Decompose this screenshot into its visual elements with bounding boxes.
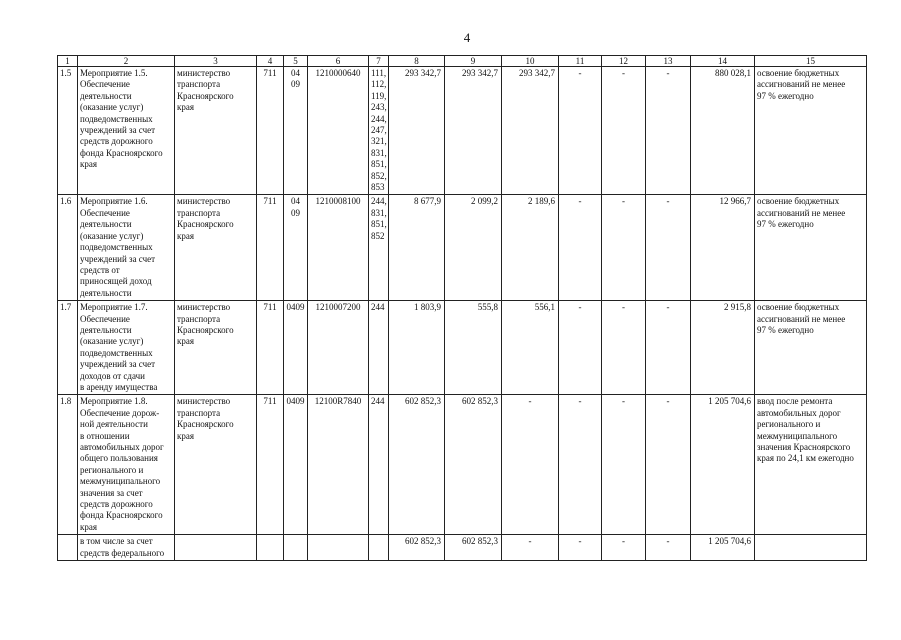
row-number: 1.6 — [58, 195, 78, 301]
page-number: 4 — [463, 30, 471, 45]
amount-col-9: 2 099,2 — [445, 195, 502, 301]
event-name: Мероприятие 1.8. Обеспечение дорож- ной деятельности в отношении автомобильных дорог общего пользования регионального и межмуниципального значения за счет средств дорожного фонда Красноярского края — [78, 395, 175, 535]
expected-result: освоение бюджетных ассигнований не менее 97 % ежегодно — [755, 301, 867, 395]
expected-result — [755, 535, 867, 561]
amount-col-12: - — [602, 535, 646, 561]
event-name: Мероприятие 1.5. Обеспечение деятельности (оказание услуг) подведомственных учреждений за счет средств дорожного фонда Красноярского края — [78, 67, 175, 195]
ministry-name: министерство транспорта Красноярского края — [175, 195, 257, 301]
expected-result: освоение бюджетных ассигнований не менее 97 % ежегодно — [755, 67, 867, 195]
column-header: 10 — [502, 56, 559, 67]
ministry-name: министерство транспорта Красноярского края — [175, 395, 257, 535]
amount-col-8: 8 677,9 — [389, 195, 445, 301]
ministry-name — [175, 535, 257, 561]
column-header: 5 — [284, 56, 308, 67]
amount-col-13: - — [646, 535, 691, 561]
amount-col-11: - — [559, 195, 602, 301]
column-header: 3 — [175, 56, 257, 67]
column-header: 2 — [78, 56, 175, 67]
amount-col-11: - — [559, 395, 602, 535]
column-header: 11 — [559, 56, 602, 67]
vr-codes: 111, 112, 119, 243, 244, 247, 321, 831, 851, 852, 853 — [369, 67, 389, 195]
amount-col-11: - — [559, 67, 602, 195]
column-header: 14 — [691, 56, 755, 67]
grbs-code: 711 — [257, 67, 284, 195]
amount-col-10: 556,1 — [502, 301, 559, 395]
amount-col-9: 293 342,7 — [445, 67, 502, 195]
rzpr-code: 0409 — [284, 395, 308, 535]
event-name: Мероприятие 1.7. Обеспечение деятельности (оказание услуг) подведомственных учреждений за счет доходов от сдачи в аренду имущества — [78, 301, 175, 395]
amount-total: 1 205 704,6 — [691, 395, 755, 535]
amount-col-10: - — [502, 395, 559, 535]
amount-total: 880 028,1 — [691, 67, 755, 195]
table-row — [58, 67, 867, 195]
amount-total: 12 966,7 — [691, 195, 755, 301]
amount-col-13: - — [646, 395, 691, 535]
column-header: 15 — [755, 56, 867, 67]
grbs-code: 711 — [257, 395, 284, 535]
amount-col-8: 602 852,3 — [389, 395, 445, 535]
row-number: 1.8 — [58, 395, 78, 535]
program-table — [57, 55, 867, 561]
grbs-code: 711 — [257, 195, 284, 301]
vr-codes: 244 — [369, 395, 389, 535]
column-header: 1 — [58, 56, 78, 67]
rzpr-code: 04 09 — [284, 67, 308, 195]
amount-total: 2 915,8 — [691, 301, 755, 395]
column-header: 4 — [257, 56, 284, 67]
amount-col-13: - — [646, 195, 691, 301]
event-name: в том числе за счет средств федерального — [78, 535, 175, 561]
amount-col-11: - — [559, 535, 602, 561]
amount-col-9: 555,8 — [445, 301, 502, 395]
vr-codes: 244 — [369, 301, 389, 395]
rzpr-code: 0409 — [284, 301, 308, 395]
amount-col-10: 293 342,7 — [502, 67, 559, 195]
vr-codes: 244, 831, 851, 852 — [369, 195, 389, 301]
header-row — [58, 56, 867, 67]
event-name: Мероприятие 1.6. Обеспечение деятельности (оказание услуг) подведомственных учреждений за счет средств от приносящей доход деятельности — [78, 195, 175, 301]
amount-col-9: 602 852,3 — [445, 395, 502, 535]
column-header: 13 — [646, 56, 691, 67]
table-row — [58, 535, 867, 561]
column-header: 7 — [369, 56, 389, 67]
row-number — [58, 535, 78, 561]
csr-code: 1210000640 — [308, 67, 369, 195]
csr-code — [308, 535, 369, 561]
amount-col-8: 293 342,7 — [389, 67, 445, 195]
table-row — [58, 195, 867, 301]
table-row — [58, 395, 867, 535]
column-header: 8 — [389, 56, 445, 67]
amount-col-11: - — [559, 301, 602, 395]
ministry-name: министерство транспорта Красноярского края — [175, 301, 257, 395]
amount-col-13: - — [646, 301, 691, 395]
csr-code: 12100R7840 — [308, 395, 369, 535]
row-number: 1.5 — [58, 67, 78, 195]
expected-result: ввод после ремонта автомобильных дорог регионального и межмуниципального значения Красноярского края по 24,1 км ежегодно — [755, 395, 867, 535]
amount-col-12: - — [602, 301, 646, 395]
column-header: 6 — [308, 56, 369, 67]
amount-col-8: 602 852,3 — [389, 535, 445, 561]
table-row — [58, 301, 867, 395]
row-number: 1.7 — [58, 301, 78, 395]
amount-col-13: - — [646, 67, 691, 195]
amount-total: 1 205 704,6 — [691, 535, 755, 561]
column-header: 12 — [602, 56, 646, 67]
amount-col-8: 1 803,9 — [389, 301, 445, 395]
expected-result: освоение бюджетных ассигнований не менее 97 % ежегодно — [755, 195, 867, 301]
amount-col-12: - — [602, 395, 646, 535]
amount-col-12: - — [602, 195, 646, 301]
csr-code: 1210008100 — [308, 195, 369, 301]
amount-col-9: 602 852,3 — [445, 535, 502, 561]
ministry-name: министерство транспорта Красноярского края — [175, 67, 257, 195]
column-header: 9 — [445, 56, 502, 67]
amount-col-10: - — [502, 535, 559, 561]
grbs-code: 711 — [257, 301, 284, 395]
rzpr-code — [284, 535, 308, 561]
amount-col-10: 2 189,6 — [502, 195, 559, 301]
grbs-code — [257, 535, 284, 561]
rzpr-code: 04 09 — [284, 195, 308, 301]
csr-code: 1210007200 — [308, 301, 369, 395]
amount-col-12: - — [602, 67, 646, 195]
vr-codes — [369, 535, 389, 561]
